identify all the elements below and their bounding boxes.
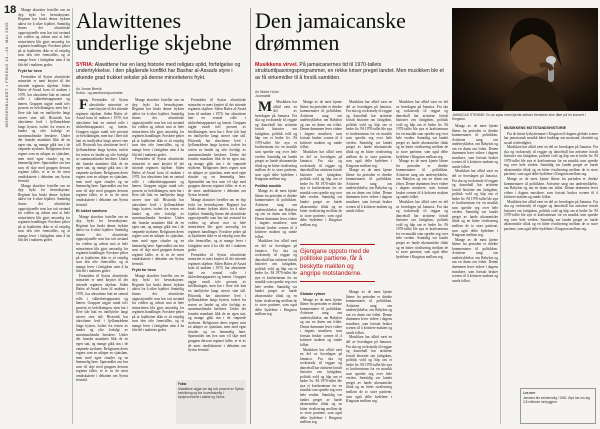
right-article-column-2b <box>300 290 342 424</box>
right-article-column-1 <box>255 100 297 424</box>
running-head: MORGENBLADET • FREDAG 13.–19. MAI 2005 <box>4 22 9 128</box>
subheading: Frykt for hevn <box>132 268 156 273</box>
right-article-column-3a <box>346 100 392 240</box>
column-text: Mange av de mest kjente låtene fra perioden er direkte kommentarer til politikken. Artistene sang om undertrykkelse, om Babylon og om en drøm om frihet. Denne drømmen lever videre i dagens musikere, som fortsatt bruker scenen til å kritisere makten og samle folket. <box>452 237 498 283</box>
right-article-column-2a <box>300 100 342 240</box>
column-text: Fremtiden til Syrias alawittiske minoritet er nært knyttet til det sittende regimets skjebne. Siden Hafez al-Assad kom til makten i 1970, har alawittene hatt en sentral rolle i sikkerhetsapparatet og hæren. Gruppen utgjør rundt tolv prosent av befolkningen, men har i flere tiår hatt en innflytelse langt utover sine tall. Historisk har alawittene levd i fjellområdene langs kysten, isolert fra resten av landet og ofte forfulgt av sunnimuslimske herskere. Under det franske mandatet fikk de en egen stat, og mange gikk inn i de væpnede styrkene. Religionen deres regnes som en utløper av sjiaislam, men med egne ritualer og en hemmelig lære. Spørsmålet om hva som vil skje med gruppen dersom regimet faller, er et av de mest omdiskuterte i debatten om Syrias fremtid. <box>76 98 128 207</box>
right-byline <box>255 90 445 99</box>
column-text: Musikken har alltid vært en del av hverdagen på Jamaica. Fra ska og rocksteady til reggae og dancehall har artistene fortalt historier om fattigdom, politisk vold og håp om et bedre liv. På 1970-tallet ble øya et kraftsentrum for en musikk som spredte seg over hele verden. Samtidig var landet preget av harde økonomiske tiltak og en bitter rivalisering mellom de to store partiene, som også delte bydelene i Kingston mellom seg. <box>300 347 342 424</box>
right-lede <box>255 62 445 81</box>
left-headline: Alawittenes underlige skjebne <box>76 8 232 55</box>
column-text: Mange av de mest kjente låtene fra perioden er direkte kommentarer til politikken. Artistene sang om undertrykkelse, om Babylon og om en drøm om frihet. Denne drømmen lever videre i dagens musikere, som fortsatt bruker scenen til å kritisere makten og samle folket. <box>255 189 297 239</box>
factbox <box>176 380 246 424</box>
byline-name: Av Marte Holm <box>255 90 279 94</box>
left-article-column-3 <box>132 98 184 424</box>
column-text: Musikken har alltid vært en del av hverdagen på Jamaica. Fra ska og rocksteady til reggae og dancehall har artistene fortalt historier om fattigdom, politisk vold og håp om et bedre liv. På 1970-tallet ble øya et kraftsentrum for en musikk som spredte seg over hele verden. Samtidig var landet preget av harde økonomiske tiltak og en bitter rivalisering mellom de to store partiene, som også delte bydelene i Kingston mellom seg. <box>346 100 392 168</box>
info-box-title: Les mer <box>523 391 536 395</box>
column-text: Mange alawitter forteller om en dyp frykt for hevnaksjoner. Regimet har brukt denne frykten aktivt for å sikre lojalitet. Samtidig finnes det alawittiske opposisjonelle som har tatt avstand fra volden og advart mot at hele minoriteten blir gjort ansvarlig for regimets handlinger. Forskere peker på at lojaliteten ikke er så entydig som den ofte fremstilles, og at mange lever i fattigdom uten å ha fått del i maktens goder. <box>132 273 184 333</box>
factbox-text: Alawittene utgjør om lag tolv prosent av Syrias befolkning og bor hovedsakelig i kystprovinsene Latakia og Tartus. <box>178 387 244 399</box>
column-text: Mange av de mest kjente låtene fra perioden er direkte kommentarer til politikken. Artistene sang om undertrykkelse, om Babylon og om en drøm om frihet. Denne drømmen lever videre i dagens musikere, som fortsatt bruker scenen til å kritisere makten og samle folket. <box>346 168 392 214</box>
subheading: Globale rytmer <box>300 292 326 296</box>
right-sidebar <box>504 124 598 386</box>
left-lede <box>76 62 248 81</box>
byline-role: Journalist <box>255 94 271 99</box>
page-number: 18 <box>4 4 17 16</box>
lede-text: På jamaicanernes tid til 1970-tallets strukturtilpasningsprogrammer, en rekke kriser preget landet. Men musikken ble et av få virkemidler til å forstå samtiden. <box>255 62 444 81</box>
column-text: Musikken har alltid vært en del av hverdagen på Jamaica. Fra ska og rocksteady til reggae og dancehall har artistene fortalt historier om fattigdom, politisk vold og håp om et bedre liv. På 1970-tallet ble øya et kraftsentrum for en musikk som spredte seg over hele verden. Samtidig var landet preget av harde økonomiske tiltak og en bitter rivalisering mellom de to store partiene, som også delte bydelene i Kingston mellom seg. <box>396 100 448 159</box>
pullquote-spacer <box>380 244 392 288</box>
column-text: Mange alawitter forteller om en dyp frykt for hevnaksjoner. Regimet har brukt denne frykten aktivt for å sikre lojalitet. Samtidig finnes det alawittiske opposisjonelle som har tatt avstand fra volden og advart mot at hele minoriteten blir gjort ansvarlig for regimets handlinger. Forskere peker på at lojaliteten ikke er så entydig som den ofte fremstilles, og at mange lever i fattigdom uten å ha fått del i maktens goder. <box>18 183 70 243</box>
column-text: Mange alawitter forteller om en dyp frykt for hevnaksjoner. Regimet har brukt denne frykten aktivt for å sikre lojalitet. Samtidig finnes det alawittiske opposisjonelle som har tatt avstand fra volden og advart mot at hele minoriteten blir gjort ansvarlig for regimets handlinger. Forskere peker på at lojaliteten ikke er så entydig som den ofte fremstilles, og at mange lever i fattigdom uten å ha fått del i maktens goder. <box>188 198 246 253</box>
column-text: Musikken har alltid vært en del av hverdagen på Jamaica. Fra ska og rocksteady til reggae og dancehall har artistene fortalt historier om fattigdom, politisk vold og håp om et bedre liv. På 1970-tallet ble øya et kraftsentrum for en musikk som spredte seg over hele verden. Samtidig var landet preget av harde økonomiske tiltak og en bitter rivalisering mellom de to store partiene, som også delte bydelene i Kingston mellom seg. <box>255 239 297 317</box>
column-text: Mange av de mest kjente låtene fra perioden er direkte kommentarer til politikken. Artistene sang om undertrykkelse, om Babylon og om en drøm om frihet. Denne drømmen lever videre i dagens musikere, som fortsatt bruker scenen til å kritisere makten og samle folket. <box>300 100 342 150</box>
artist-photo <box>452 8 598 111</box>
column-text: Fremtiden til Syrias alawittiske minoritet er nært knyttet til det sittende regimets skjebne. Siden Hafez al-Assad kom til makten i 1970, har alawittene hatt en sentral rolle i sikkerhetsapparatet og hæren. Gruppen utgjør rundt tolv prosent av befolkningen, men har i flere tiår hatt en innflytelse langt utover sine tall. Historisk har alawittene levd i fjellområdene langs kysten, isolert fra resten av landet og ofte forfulgt av sunnimuslimske herskere. Under det franske mandatet fikk de en egen stat, og mange gikk inn i de væpnede styrkene. Religionen deres regnes som en utløper av sjiaislam, men med egne ritualer og en hemmelig lære. Spørsmålet om hva som vil skje med gruppen dersom regimet faller, er et av de mest omdiskuterte i debatten om Syrias fremtid. <box>188 98 246 198</box>
column-text: Mange av de mest kjente låtene fra perioden er direkte kommentarer til politikken. Artistene sang om undertrykkelse, om Babylon og om en drøm om frihet. Denne drømmen lever videre i dagens musikere, som fortsatt bruker scenen til å kritisere makten og samle folket. <box>300 297 342 348</box>
column-text: Musikken har alltid vært en del av hverdagen på Jamaica. Fra ska og rocksteady til reggae og dancehall har artistene fortalt historier om fattigdom, politisk vold og håp om et bedre liv. På 1970-tallet ble øya et kraftsentrum for en musikk som spredte seg over hele verden. Samtidig var landet preget av harde økonomiske tiltak og en bitter rivalisering mellom de to store partiene, som også delte bydelene i Kingston mellom seg. <box>300 150 342 227</box>
sidebar-title: MUSIKKENS MOTSTANDSHISTORIE <box>504 126 566 130</box>
column-text: Musikken har alltid vært en del av hverdagen på Jamaica. Fra ska og rocksteady til reggae og dancehall har artistene fortalt historier om fattigdom, politisk vold og håp om et bedre liv. På 1970-tallet ble øya et kraftsentrum for en musikk som spredte seg over hele verden. Samtidig var landet preget av harde økonomiske tiltak og en bitter rivalisering mellom de to store partiene, som også delte bydelene i Kingston mellom seg. <box>346 335 392 404</box>
column-text: Fremtiden til Syrias alawittiske minoritet er nært knyttet til det sittende regimets skjebne. Siden Hafez al-Assad kom til makten i 1970, har alawittene hatt en sentral rolle i sikkerhetsapparatet og hæren. Gruppen utgjør rundt tolv prosent av befolkningen, men har i flere tiår hatt en innflytelse langt utover sine tall. Historisk har alawittene levd i fjellområdene langs kysten, isolert fra resten av landet og ofte forfulgt av sunnimuslimske herskere. Under det franske mandatet fikk de en egen stat, og mange gikk inn i de væpnede styrkene. Religionen deres regnes som en utløper av sjiaislam, men med egne ritualer og en hemmelig lære. Spørsmålet om hva som vil skje med gruppen dersom regimet faller, er et av de mest omdiskuterte i debatten om Syrias fremtid. <box>188 252 246 353</box>
column-text: Musikken har alltid vært en del av hverdagen på Jamaica. Fra ska og rocksteady til reggae og dancehall har artistene fortalt historier om fattigdom, politisk vold og håp om et bedre liv. På 1970-tallet ble øya et kraftsentrum for en musikk som spredte seg over hele verden. Samtidig var landet preget av harde økonomiske tiltak og en bitter rivalisering mellom de to store partiene, som også delte bydelene i Kingston mellom seg. <box>396 200 448 259</box>
sidebar-text: Fra de første lydsystemene i Kingston til dagens globale scener har jamaicansk musikk båret budskap om motstand, identitet og sosial rettferdighet. <box>504 131 598 145</box>
column-divider <box>500 124 501 424</box>
subheading: Politisk musikk <box>255 183 282 188</box>
left-article-column-4 <box>188 98 246 378</box>
column-divider <box>72 8 73 424</box>
column-text: Mange alawitter forteller om en dyp frykt for hevnaksjoner. Regimet har brukt denne frykten aktivt for å sikre lojalitet. Samtidig finnes det alawittiske opposisjonelle som har tatt avstand fra volden og advart mot at hele minoriteten blir gjort ansvarlig for regimets handlinger. Forskere peker på at lojaliteten ikke er så entydig som den ofte fremstilles, og at mange lever i fattigdom uten å ha fått del i maktens goder. <box>18 8 70 67</box>
photo-caption: JAMAICAS STEMME: En av øyas mest kjente artister fremfører sine låter på en konsert i Kingston. <box>452 113 586 121</box>
byline-role: Kultur- og samfunnsjournalist <box>76 91 123 96</box>
lede-text: Alawittene har en lang historie med religiøs splid, forfølgelse og undertrykkelse. I den pågående konflikt har Bashar al-Assads styre i økende grad trukket veksler på denne minoritetens frykt. <box>76 62 241 81</box>
info-box <box>520 388 596 424</box>
column-text: Fremtiden til Syrias alawittiske minoritet er nært knyttet til det sittende regimets skjebne. Siden Hafez al-Assad kom til makten i 1970, har alawittene hatt en sentral rolle i sikkerhetsapparatet og hæren. Gruppen utgjør rundt tolv prosent av befolkningen, men har i flere tiår hatt en innflytelse langt utover sine tall. Historisk har alawittene levd i fjellområdene langs kysten, isolert fra resten av landet og ofte forfulgt av sunnimuslimske herskere. Under det franske mandatet fikk de en egen stat, og mange gikk inn i de væpnede styrkene. Religionen deres regnes som en utløper av sjiaislam, men med egne ritualer og en hemmelig lære. Spørsmålet om hva som vil skje med gruppen dersom regimet faller, er et av de mest omdiskuterte i debatten om Syrias fremtid. <box>132 157 184 266</box>
right-headline: Den jamaicanske drømmen <box>255 8 406 55</box>
dropcap: M <box>258 100 273 115</box>
column-text: Musikken har alltid vært en del av hverdagen på Jamaica. Fra ska og rocksteady til reggae og dancehall har artistene fortalt historier om fattigdom, politisk vold og håp om et bedre liv. På 1970-tallet ble øya et kraftsentrum for en musikk som spredte seg over hele verden. Samtidig var landet preget av harde økonomiske tiltak og en bitter rivalisering mellom de to store partiene, som også delte bydelene i Kingston mellom seg. <box>504 199 598 232</box>
column-text: Musikken har alltid vært en del av hverdagen på Jamaica. Fra ska og rocksteady til reggae og dancehall har artistene fortalt historier om fattigdom, politisk vold og håp om et bedre liv. På 1970-tallet ble øya et kraftsentrum for en musikk som spredte seg over hele verden. Samtidig var landet preget av harde økonomiske tiltak og en bitter rivalisering mellom de to store partiene, som også delte bydelene i Kingston mellom seg. <box>452 169 498 238</box>
dropcap: F <box>79 98 89 113</box>
right-article-column-5 <box>452 124 498 424</box>
column-text: Mange av de mest kjente låtene fra perioden er direkte kommentarer til politikken. Artistene sang om undertrykkelse, om Babylon og om en drøm om frihet. Denne drømmen lever videre i dagens musikere, som fortsatt bruker scenen til å kritisere makten og samle folket. <box>396 159 448 200</box>
column-text: Fremtiden til Syrias alawittiske minoritet er nært knyttet til det sittende regimets skjebne. Siden Hafez al-Assad kom til makten i 1970, har alawittene hatt en sentral rolle i sikkerhetsapparatet og hæren. Gruppen utgjør rundt tolv prosent av befolkningen, men har i flere tiår hatt en innflytelse langt utover sine tall. Historisk har alawittene levd i fjellområdene langs kysten, isolert fra resten av landet og ofte forfulgt av sunnimuslimske herskere. Under det franske mandatet fikk de en egen stat, og mange gikk inn i de væpnede styrkene. Religionen deres regnes som en utløper av sjiaislam, men med egne ritualer og en hemmelig lære. Spørsmålet om hva som vil skje med gruppen dersom regimet faller, er et av de mest omdiskuterte i debatten om Syrias fremtid. <box>18 74 70 184</box>
column-text: Mange alawitter forteller om en dyp frykt for hevnaksjoner. Regimet har brukt denne frykten aktivt for å sikre lojalitet. Samtidig finnes det alawittiske opposisjonelle som har tatt avstand fra volden og advart mot at hele minoriteten blir gjort ansvarlig for regimets handlinger. Forskere peker på at lojaliteten ikke er så entydig som den ofte fremstilles, og at mange lever i fattigdom uten å ha fått del i maktens goder. <box>76 214 128 274</box>
singer-photo-icon <box>452 8 598 111</box>
left-article-column-1 <box>18 8 70 424</box>
pullquote: Gjengane oppsto med de politiske partiene, får å beskytte makten og angripe motstanderne. <box>300 244 375 282</box>
right-article-column-4 <box>396 100 448 424</box>
column-text: Mange av de mest kjente låtene fra perioden er direkte kommentarer til politikken. Artistene sang om undertrykkelse, om Babylon og om en drøm om frihet. Denne drømmen lever videre i dagens musikere, som fortsatt bruker scenen til å kritisere makten og samle folket. <box>452 124 498 169</box>
column-text: Mange av de mest kjente låtene fra perioden er direkte kommentarer til politikken. Artistene sang om undertrykkelse, om Babylon og om en drøm om frihet. Denne drømmen lever videre i dagens musikere, som fortsatt bruker scenen til å kritisere makten og samle folket. <box>504 177 598 200</box>
column-text: Fremtiden til Syrias alawittiske minoritet er nært knyttet til det sittende regimets skjebne. Siden Hafez al-Assad kom til makten i 1970, har alawittene hatt en sentral rolle i sikkerhetsapparatet og hæren. Gruppen utgjør rundt tolv prosent av befolkningen, men har i flere tiår hatt en innflytelse langt utover sine tall. Historisk har alawittene levd i fjellområdene langs kysten, isolert fra resten av landet og ofte forfulgt av sunnimuslimske herskere. Under det franske mandatet fikk de en egen stat, og mange gikk inn i de væpnede styrkene. Religionen deres regnes som en utløper av sjiaislam, men med egne ritualer og en hemmelig lære. Spørsmålet om hva som vil skje med gruppen dersom regimet faller, er et av de mest omdiskuterte i debatten om Syrias fremtid. <box>76 273 128 383</box>
lede-label: SYRIA: <box>76 62 94 68</box>
right-article-column-3b <box>346 290 392 424</box>
column-text: Mange av de mest kjente låtene fra perioden er direkte kommentarer til politikken. Artistene sang om undertrykkelse, om Babylon og om en drøm om frihet. Denne drømmen lever videre i dagens musikere, som fortsatt bruker scenen til å kritisere makten og samle folket. <box>346 290 392 335</box>
lede-label: Musikkens virvel. <box>255 62 298 68</box>
column-text: Musikken har alltid vært en del av hverdagen på Jamaica. Fra ska og rocksteady til reggae og dancehall har artistene fortalt historier om fattigdom, politisk vold og håp om et bedre liv. På 1970-tallet ble øya et kraftsentrum for en musikk som spredte seg over hele verden. Samtidig var landet preget av harde økonomiske tiltak og en bitter rivalisering mellom de to store partiene, som også delte bydelene i Kingston mellom seg. <box>504 145 598 177</box>
byline-name: Av Jonas Brevik <box>76 87 102 91</box>
subheading: Et lukket samfunn <box>76 209 107 214</box>
factbox-title: Fakta <box>178 382 187 386</box>
subheading: Frykt for hevn <box>18 69 42 74</box>
info-box-text: Jamaica ble selvstendig i 1962. Øya har om lag 2,8 millioner innbyggere. <box>523 396 590 404</box>
column-text: Musikken har alltid vært en del av hverdagen på Jamaica. Fra ska og rocksteady til reggae og dancehall har artistene fortalt historier om fattigdom, politisk vold og håp om et bedre liv. På 1970-tallet ble øya et kraftsentrum for en musikk som spredte seg over hele verden. Samtidig var landet preget av harde økonomiske tiltak og en bitter rivalisering mellom de to store partiene, som også delte bydelene i Kingston mellom seg. <box>255 100 297 182</box>
column-text: Mange alawitter forteller om en dyp frykt for hevnaksjoner. Regimet har brukt denne frykten aktivt for å sikre lojalitet. Samtidig finnes det alawittiske opposisjonelle som har tatt avstand fra volden og advart mot at hele minoriteten blir gjort ansvarlig for regimets handlinger. Forskere peker på at lojaliteten ikke er så entydig som den ofte fremstilles, og at mange lever i fattigdom uten å ha fått del i maktens goder. <box>132 98 184 157</box>
article-divider <box>250 8 251 424</box>
left-article-column-2 <box>76 98 128 424</box>
left-byline <box>76 87 248 96</box>
